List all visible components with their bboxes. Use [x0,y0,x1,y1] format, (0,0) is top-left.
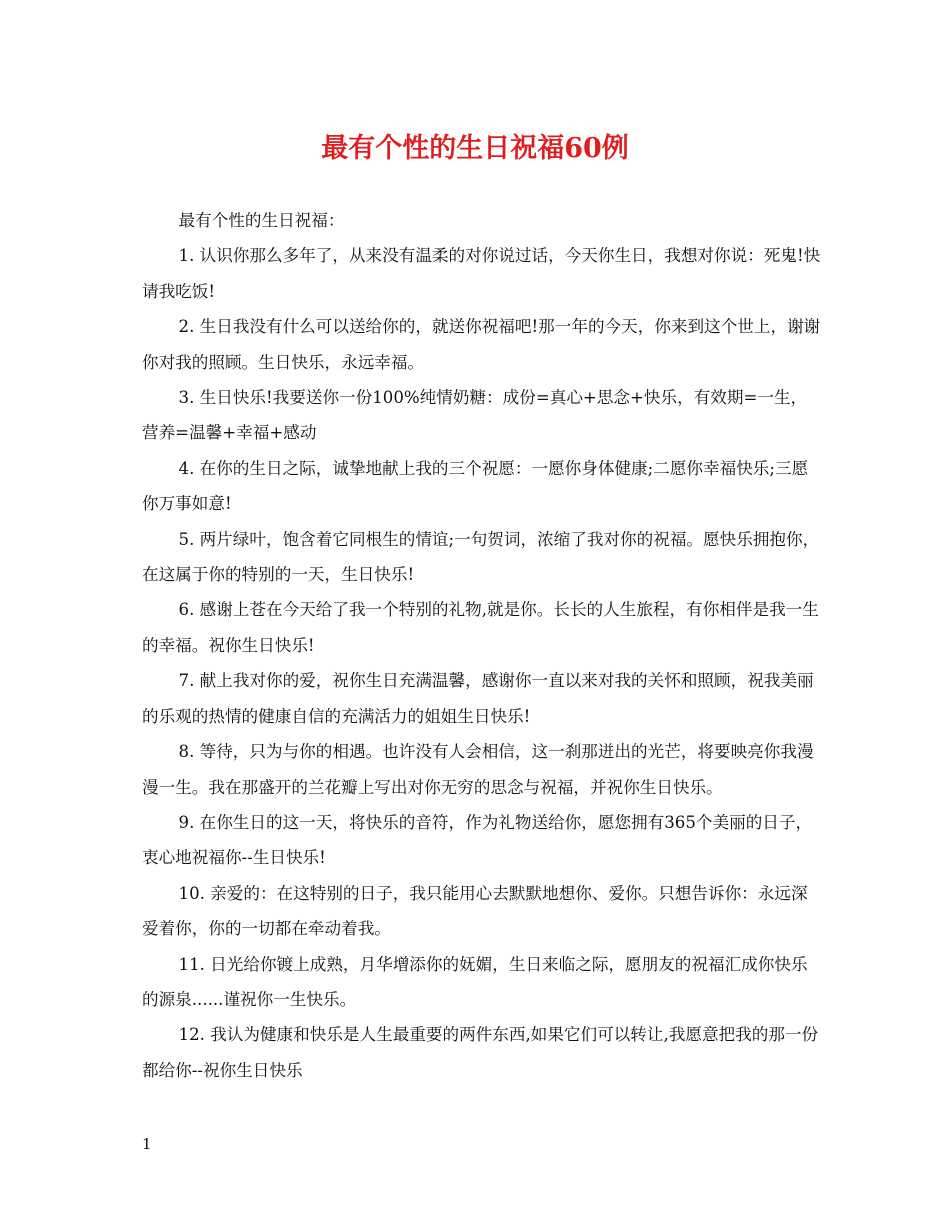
document-title: 最有个性的生日祝福60例 [321,133,629,164]
wish-item-10: 10. 亲爱的：在这特别的日子，我只能用心去默默地想你、爱你。只想告诉你：永远深爱着你，你的一切都在牵动着我。 [142,883,808,939]
wish-item-2: 2. 生日我没有什么可以送给你的，就送你祝福吧!那一年的今天，你来到这个世上，谢谢你对我的照顾。生日快乐，永远幸福。 [142,317,821,372]
wish-item-6: 6. 感谢上苍在今天给了我一个特别的礼物,就是你。长长的人生旅程，有你相伴是我一生的幸福。祝你生日快乐! [142,600,819,655]
wish-item-1: 1. 认识你那么多年了，从来没有温柔的对你说过话，今天你生日，我想对你说：死鬼!快请我吃饭! [142,246,821,301]
wish-item-4: 4. 在你的生日之际，诚挚地献上我的三个祝愿：一愿你身体健康;二愿你幸福快乐;三愿你万事如意! [142,458,809,514]
wish-item-11: 11. 日光给你镀上成熟，月华增添你的妩媚，生日来临之际，愿朋友的祝福汇成你快乐的源泉......谨祝你一生快乐。 [142,954,808,1009]
wish-item-12: 12. 我认为健康和快乐是人生最重要的两件东西,如果它们可以转让,我愿意把我的那一份都给你--祝你生日快乐 [142,1025,819,1080]
wish-item-8: 8. 等待，只为与你的相遇。也许没有人会相信，这一刹那迸出的光芒，将要映亮你我漫漫一生。我在那盛开的兰花瓣上写出对你无穷的思念与祝福，并祝你生日快乐。 [142,742,814,797]
page-number: 1 [142,1135,152,1153]
intro-paragraph: 最有个性的生日祝福： [178,211,345,230]
wish-item-7: 7. 献上我对你的爱，祝你生日充满温馨，感谢你一直以来对我的关怀和照顾，祝我美丽的乐观的热情的健康自信的充满活力的姐姐生日快乐! [142,671,814,726]
document-body [142,203,822,1088]
wish-item-9: 9. 在你生日的这一天，将快乐的音符，作为礼物送给你，愿您拥有365个美丽的日子，衷心地祝福你--生日快乐! [142,812,813,868]
wish-item-3: 3. 生日快乐!我要送你一份100%纯情奶糖：成份=真心+思念+快乐，有效期=一生，营养=温馨+幸福+感动 [142,388,808,443]
wish-item-5: 5. 两片绿叶，饱含着它同根生的情谊;一句贺词，浓缩了我对你的祝福。愿快乐拥抱你，在这属于你的特别的一天，生日快乐! [142,529,820,585]
